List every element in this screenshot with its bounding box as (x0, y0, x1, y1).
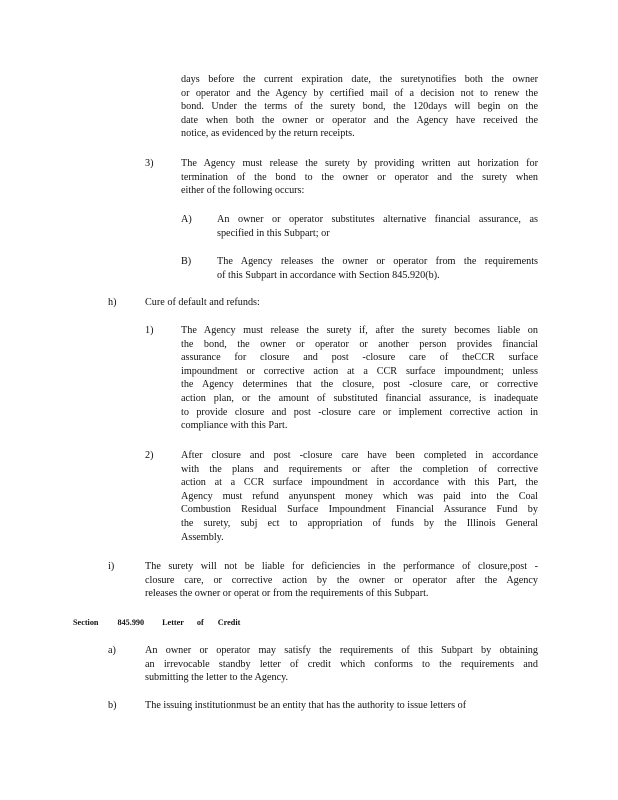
paragraph-line: with the plans and requirements or after the completion of corrective (181, 463, 538, 475)
paragraph-line: of this Subpart in accordance with Section 845.920(b). (217, 269, 440, 281)
paragraph-line: An owner or operator may satisfy the requirements of this Subpart by obtaining (145, 645, 538, 656)
paragraph-line: closure care, or corrective action by the owner or operator after the Agency (145, 574, 538, 586)
paragraph-line: Combustion Residual Surface Impoundment Financial Assurance Fund by (181, 504, 538, 516)
section-heading (73, 616, 240, 630)
item-text-h2 (181, 449, 538, 544)
item-label-h2: 2) (145, 450, 154, 461)
paragraph-line: either of the following occurs: (181, 185, 305, 197)
item-text-i (145, 560, 538, 601)
paragraph-line: specified in this Subpart; or (217, 227, 330, 239)
item-label-a: a) (108, 645, 116, 656)
paragraph-line: Assembly. (181, 531, 224, 543)
section-title-word: Letter (162, 618, 184, 627)
paragraph-line: the surety, subj ect to appropriation of funds by the Illinois General (181, 517, 538, 529)
item-text-b (145, 699, 538, 713)
paragraph-line: the Agency determines that the closure, post -closure care, or corrective (181, 379, 538, 391)
paragraph-line: termination of the bond to the owner or operator and the surety when (181, 171, 538, 183)
paragraph-line: impoundment or corrective action at a CCR surface impoundment; unless (181, 365, 538, 377)
item-label-b: b) (108, 700, 117, 711)
paragraph-line: releases the owner or operat or from the requirements of this Subpart. (145, 588, 429, 600)
item-label-h: h) (108, 297, 117, 308)
paragraph-line: action at a CCR surface impoundment in accordance with this Part, the (181, 477, 538, 489)
continuation-paragraph (181, 73, 538, 141)
paragraph-line: The Agency must release the surety by providing written aut horization for (181, 158, 538, 169)
item-label-g3A: A) (181, 214, 192, 225)
item-text-g3B (217, 255, 538, 282)
paragraph-line: bond. Under the terms of the surety bond, the 120days will begin on the (181, 101, 538, 113)
section-title-word: Credit (217, 618, 241, 627)
paragraph-line: The Agency releases the owner or operator from the requirements (217, 256, 538, 267)
paragraph-line: days before the current expiration date, the suretynotifies both the owner (181, 74, 538, 85)
item-text-g3 (181, 157, 538, 198)
item-label-i: i) (108, 561, 115, 572)
item-text-h (145, 296, 538, 310)
item-label-g3B: B) (181, 256, 192, 267)
paragraph-line: The issuing institutionmust be an entity that has the authority to issue letters of (145, 700, 467, 711)
paragraph-line: Agency must refund anyunspent money which was paid into the Coal (181, 490, 538, 502)
item-label-h1: 1) (145, 325, 154, 336)
item-text-a (145, 644, 538, 685)
paragraph-line: After closure and post -closure care have been completed in accordance (181, 450, 538, 461)
paragraph-line: submitting the letter to the Agency. (145, 672, 289, 684)
section-word: Section (73, 618, 99, 627)
paragraph-line: assurance for closure and post -closure care of theCCR surface (181, 352, 538, 364)
paragraph-line: compliance with this Part. (181, 420, 288, 432)
section-number: 845.990 (117, 618, 145, 627)
paragraph-line: or operator and the Agency by certified mail of a decision not to renew the (181, 87, 538, 99)
paragraph-line: an irrevocable standby letter of credit which conforms to the requirements and (145, 658, 538, 670)
paragraph-line: action plan, or the amount of substituted financial assurance, is inadequate (181, 392, 538, 404)
paragraph-line: The surety will not be liable for deficiencies in the performance of closure,post - (145, 561, 538, 572)
paragraph-line: the bond, the owner or operator or another person provides financial (181, 338, 538, 350)
item-text-g3A (217, 213, 538, 240)
paragraph-line: An owner or operator substitutes alternative financial assurance, as (217, 214, 538, 225)
paragraph-line: date when both the owner or operator and the Agency have received the (181, 114, 538, 126)
item-label-g3: 3) (145, 158, 154, 169)
paragraph-line: The Agency must release the surety if, after the surety becomes liable on (181, 325, 538, 336)
paragraph-line: notice, as evidenced by the return receipts. (181, 128, 355, 140)
section-title-word: of (196, 618, 204, 627)
paragraph-line: to provide closure and post -closure care or implement corrective action in (181, 406, 538, 418)
paragraph-line: Cure of default and refunds: (145, 297, 260, 308)
item-text-h1 (181, 324, 538, 433)
